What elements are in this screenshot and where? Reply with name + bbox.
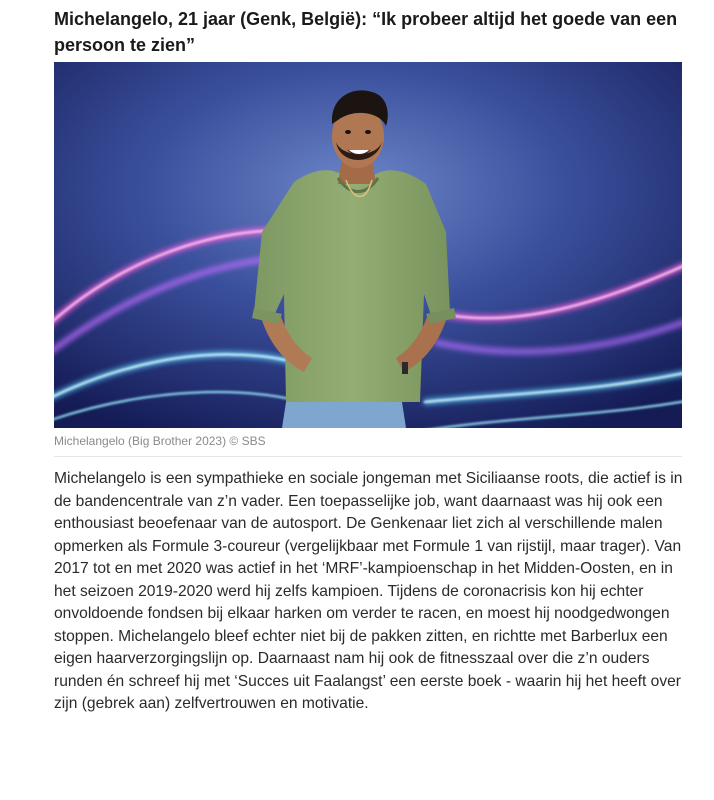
article-headline: Michelangelo, 21 jaar (Genk, België): “Ik probeer altijd het goede van een persoon te zien”: [54, 9, 678, 55]
divider: [54, 456, 682, 457]
article-photo: [54, 62, 682, 428]
photo-caption: Michelangelo (Big Brother 2023) © SBS: [54, 434, 266, 448]
portrait-illustration: [54, 62, 682, 428]
article-body: Michelangelo is een sympathieke en sociale jongeman met Siciliaanse roots, die actief is in de bandencentrale van z’n vader. Een toepasselijke job, want daarnaast was hij ook een enthousiast beoefenaar van de autosport. De Genkenaar liet zich al verschillende malen opmerken als Formule 3-coureur (vergelijkbaar met Formule 1 van rijstijl, maar trager). Van 2017 tot en met 2020 was actief in het ‘MRF’-kampioenschap in het Midden-Oosten, en in het seizoen 2019-2020 werd hij zelfs kampioen. Tijdens de coronacrisis kon hij echter onvoldoende fondsen bij elkaar harken om verder te racen, en moest hij noodgedwongen stoppen. Michelangelo bleef echter niet bij de pakken zitten, en richtte met Barberlux een eigen haarverzorgingslijn op. Daarnaast nam hij ook de fitnesszaal over die z’n ouders runden én schreef hij met ‘Succes uit Faalangst’ een eerste boek - waarin hij het heeft over zijn (gebrek aan) zelfvertrouwen en motivatie.: [54, 470, 683, 712]
